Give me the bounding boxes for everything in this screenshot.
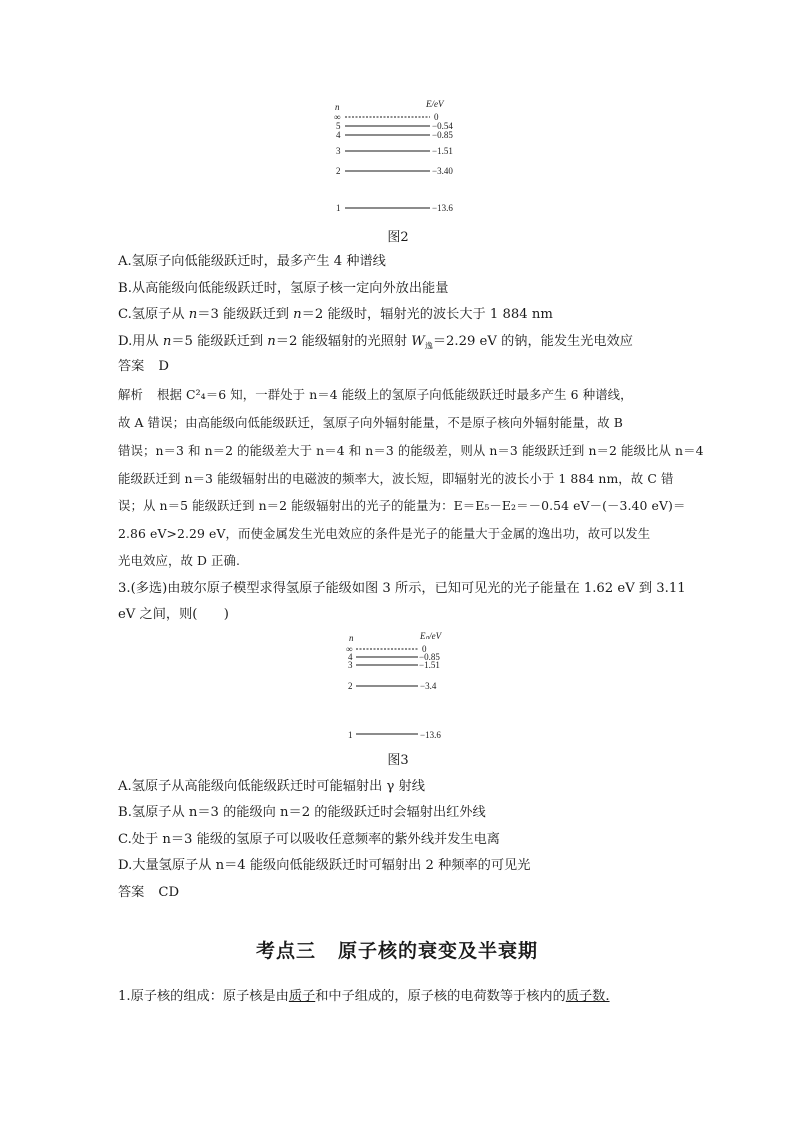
fig2-level-n: 4 <box>336 130 341 140</box>
q3-option-d: D.大量氢原子从 n＝4 能级向低能级跃迁时可辐射出 2 种频率的可见光 <box>118 858 531 873</box>
q2-option-d-part: ＝2 能级辐射的光照射 <box>275 334 412 349</box>
fig3-level-e: −13.6 <box>420 730 441 740</box>
fig3-n-label: n <box>349 633 354 643</box>
q2-option-c-part: ＝2 能级时，辐射光的波长大于 1 884 nm <box>301 307 553 322</box>
q2-option-c-part: C.氢原子从 <box>118 307 189 322</box>
answer-label: 答案 <box>118 359 145 374</box>
q3-stem-line1: 3.(多选)由玻尔原子模型求得氢原子能级如图 3 所示，已知可见光的光子能量在 1.62 eV 到 3.11 <box>118 581 686 596</box>
answer-value: CD <box>158 885 180 900</box>
q2-option-d <box>118 333 678 356</box>
fig2-level-n: 3 <box>336 146 341 156</box>
explanation-text: 根据 C²₄＝6 知，一群处于 n＝4 能级上的氢原子向低能级跃迁时最多产生 6 种谱线， <box>156 387 633 402</box>
q3-option-b: B.氢原子从 n＝3 的能级向 n＝2 的能级跃迁时会辐射出红外线 <box>118 805 486 820</box>
fig3-level-e: −1.51 <box>419 660 440 670</box>
fig3-level-n: ∞ <box>346 644 353 654</box>
q2-option-d-part: ＝2.29 eV 的钠，能发生光电效应 <box>432 334 633 349</box>
q2-explanation-line: 故 A 错误；由高能级向低能级跃迁，氢原子向外辐射能量，不是原子核向外辐射能量，故 B <box>118 415 624 430</box>
figure2-caption: 图2 <box>387 230 409 245</box>
fig3-level-n: 1 <box>348 730 353 740</box>
q3-stem-line2: eV 之间，则( ) <box>118 607 229 622</box>
q2-option-d-var: W <box>411 334 425 349</box>
q2-option-d-sub: 逸 <box>424 341 433 351</box>
fig2-level-e: −0.85 <box>432 130 453 140</box>
fig2-e-label: E/eV <box>426 99 444 109</box>
point1-underlined-term: 质子 <box>288 989 316 1004</box>
q2-explanation-line: 2.86 eV>2.29 eV，而使金属发生光电效应的条件是光子的能量大于金属的逸出功，故可以发生 <box>118 526 651 541</box>
q2-explanation-line <box>118 386 678 404</box>
fig2-n-label: n <box>335 102 340 112</box>
figure3-caption: 图3 <box>387 753 409 768</box>
point1-line <box>118 988 678 1006</box>
answer-label: 答案 <box>118 885 145 900</box>
q3-option-a: A.氢原子从高能级向低能级跃迁时可能辐射出 γ 射线 <box>118 779 425 794</box>
fig2-level-n: 1 <box>336 203 341 213</box>
section-title-text: 原子核的衰变及半衰期 <box>338 940 539 962</box>
fig2-level-e: −3.40 <box>432 166 453 176</box>
fig2-level-e: −0.54 <box>432 121 453 131</box>
q2-option-d-part: D.用从 <box>118 334 163 349</box>
q2-option-c-var: n <box>188 307 198 322</box>
point1-prefix: 1.原子核的组成：原子核是由 <box>118 989 289 1004</box>
section-number: 考点三 <box>255 940 316 962</box>
fig3-level-n: 2 <box>348 681 353 691</box>
q2-option-c-var: n <box>293 307 302 322</box>
q2-explanation-line: 错误；n＝3 和 n＝2 的能级差大于 n＝4 和 n＝3 的能级差，则从 n＝3 能级跃迁到 n＝2 能级比从 n＝4 <box>118 443 704 458</box>
fig3-level-e: −3.4 <box>420 681 437 691</box>
fig2-level-n: 5 <box>336 121 341 131</box>
q2-explanation-line: 误；从 n＝5 能级跃迁到 n＝2 能级辐射出的光子的能量为：E＝E₅－E₂＝－0.54 eV－(－3.40 eV)＝ <box>118 498 686 513</box>
q2-option-d-var: n <box>162 334 172 349</box>
fig3-level-e: 0 <box>422 644 427 654</box>
point1-mid: 和中子组成的，原子核的电荷数等于核内的 <box>315 989 566 1004</box>
fig3-e-label: Eₙ/eV <box>420 631 442 641</box>
q2-option-a: A.氢原子向低能级跃迁时，最多产生 4 种谱线 <box>118 254 386 269</box>
fig2-level-e: 0 <box>434 112 439 122</box>
fig2-level-n: 2 <box>336 166 341 176</box>
answer-value: D <box>158 359 169 374</box>
q2-explanation-line: 光电效应，故 D 正确. <box>118 553 241 568</box>
q3-answer <box>118 884 678 902</box>
q2-option-c <box>118 306 678 324</box>
q2-option-d-var: n <box>267 334 276 349</box>
fig3-level-e: −0.85 <box>419 652 440 662</box>
q2-explanation-line: 能级跃迁到 n＝3 能级辐射出的电磁波的频率大，波长短，即辐射光的波长小于 1 884 nm，故 C 错 <box>118 471 674 486</box>
section-heading <box>0 936 794 963</box>
fig3-level-n: 3 <box>348 660 353 670</box>
energy-level-diagram-figure2 <box>330 96 470 216</box>
fig2-level-n: ∞ <box>334 112 341 122</box>
explanation-label: 解析 <box>118 387 143 402</box>
q2-option-b: B.从高能级向低能级跃迁时，氢原子核一定向外放出能量 <box>118 281 449 296</box>
q2-option-d-part: ＝5 能级跃迁到 <box>171 334 268 349</box>
q2-option-c-part: ＝3 能级跃迁到 <box>197 307 294 322</box>
fig2-level-e: −13.6 <box>432 203 453 213</box>
energy-level-diagram-figure3 <box>342 628 462 746</box>
fig3-level-n: 4 <box>348 652 353 662</box>
q3-option-c: C.处于 n＝3 能级的氢原子可以吸收任意频率的紫外线并发生电离 <box>118 832 500 847</box>
fig2-level-e: −1.51 <box>432 146 453 156</box>
point1-underlined-term: 质子数. <box>565 989 610 1004</box>
q2-answer <box>118 358 678 376</box>
